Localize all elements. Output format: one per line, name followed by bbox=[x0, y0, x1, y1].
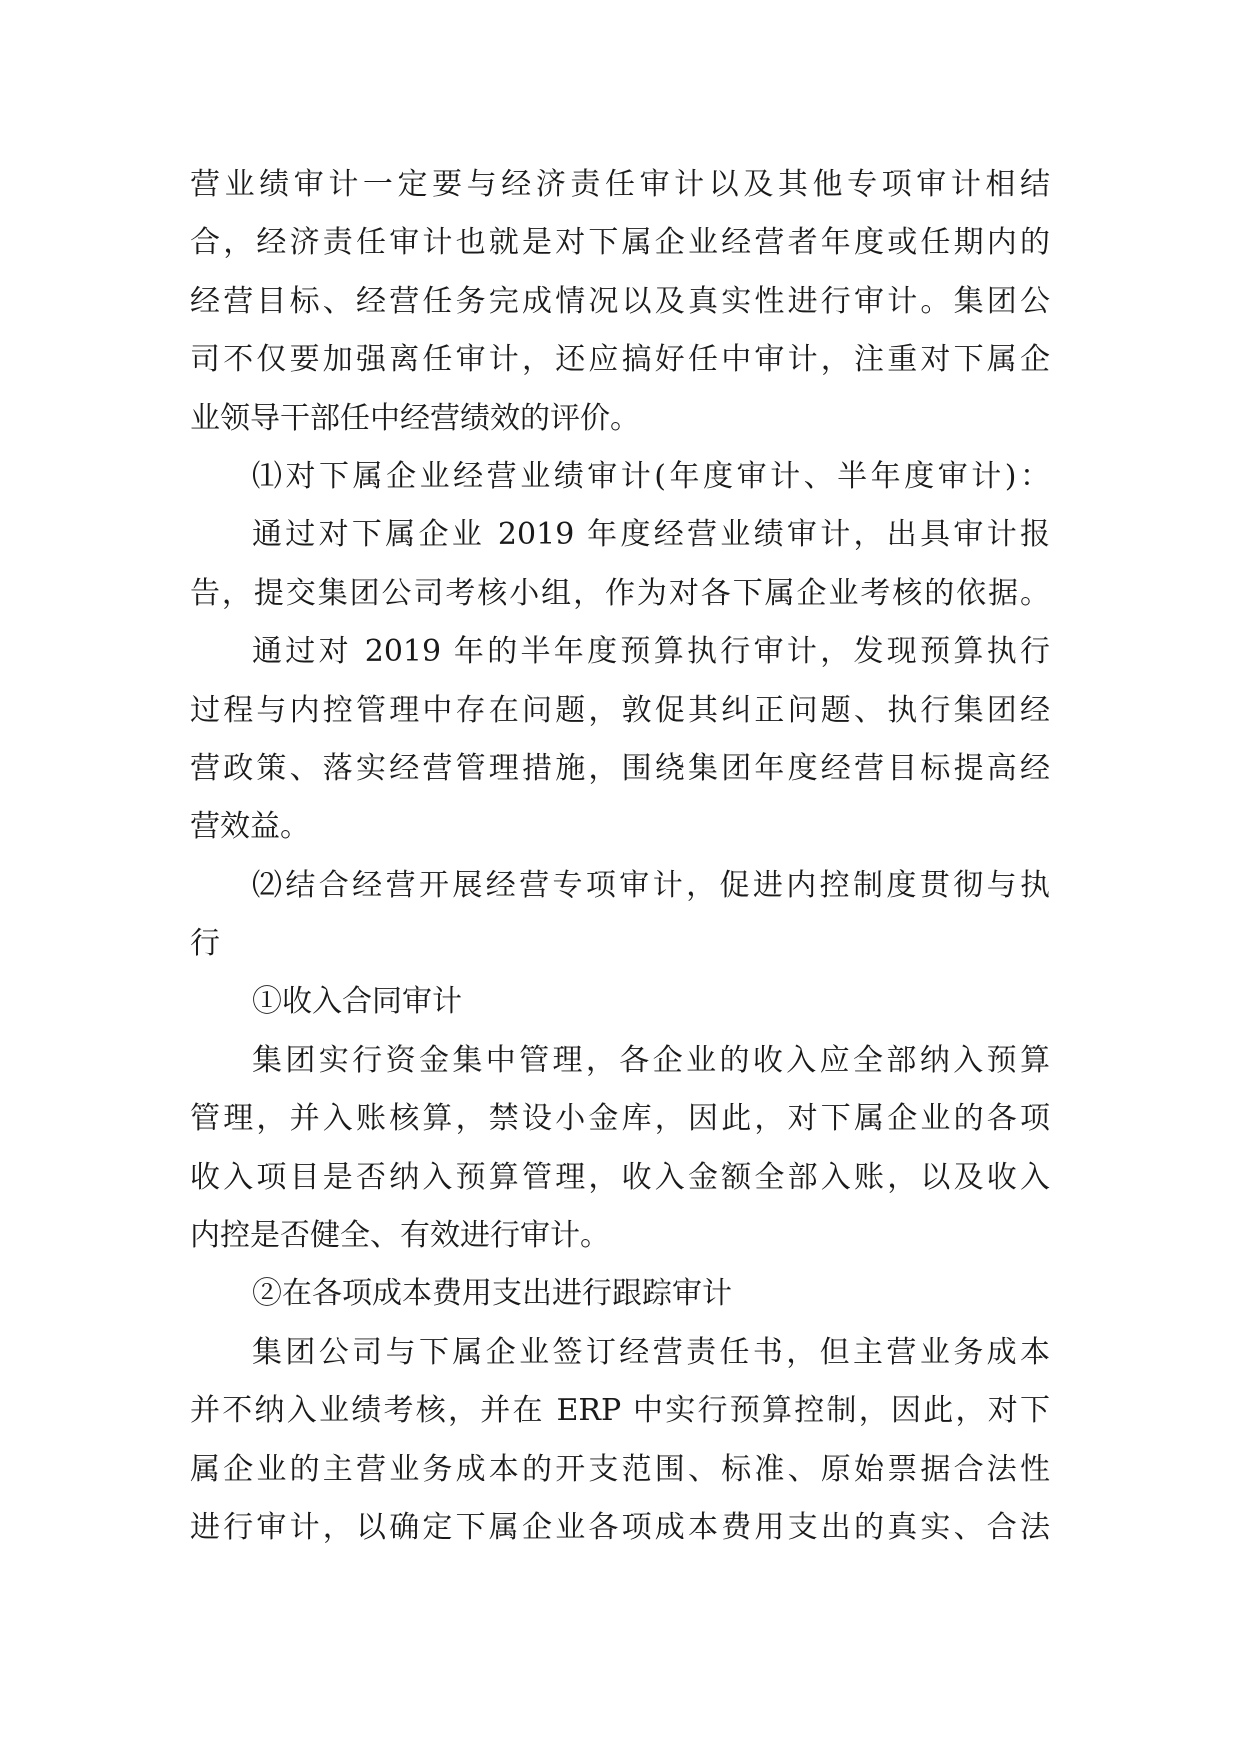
text-line: ⑵结合经营开展经营专项审计，促进内控制度贯彻与执 bbox=[252, 867, 1050, 903]
text-line: ②在各项成本费用支出进行跟踪审计 bbox=[252, 1276, 732, 1312]
text-line: 司不仅要加强离任审计，还应搞好任中审计，注重对下属企 bbox=[190, 342, 1050, 378]
text-line: 营政策、落实经营管理措施，围绕集团年度经营目标提高经 bbox=[190, 750, 1050, 786]
text-line: 营效益。 bbox=[190, 809, 310, 845]
text-line: 管理，并入账核算，禁设小金库，因此，对下属企业的各项 bbox=[190, 1101, 1050, 1137]
text-line: 并不纳入业绩考核，并在 ERP 中实行预算控制，因此，对下 bbox=[190, 1393, 1050, 1429]
text-line: 行 bbox=[190, 926, 220, 962]
text-line: 告，提交集团公司考核小组，作为对各下属企业考核的依据。 bbox=[190, 575, 1050, 611]
text-line: 集团实行资金集中管理，各企业的收入应全部纳入预算 bbox=[252, 1042, 1050, 1078]
text-line: 经营目标、经营任务完成情况以及真实性进行审计。集团公 bbox=[190, 283, 1050, 319]
text-line: 属企业的主营业务成本的开支范围、标准、原始票据合法性 bbox=[190, 1451, 1050, 1487]
text-line: 营业绩审计一定要与经济责任审计以及其他专项审计相结 bbox=[190, 167, 1050, 202]
text-line: 业领导干部任中经营绩效的评价。 bbox=[190, 400, 640, 436]
text-line: 收入项目是否纳入预算管理，收入金额全部入账，以及收入 bbox=[190, 1159, 1050, 1195]
text-line: 进行审计，以确定下属企业各项成本费用支出的真实、合法 bbox=[190, 1509, 1050, 1545]
text-line: 通过对 2019 年的半年度预算执行审计，发现预算执行 bbox=[252, 634, 1050, 670]
text-line: 合，经济责任审计也就是对下属企业经营者年度或任期内的 bbox=[190, 225, 1050, 261]
text-line: 过程与内控管理中存在问题，敦促其纠正问题、执行集团经 bbox=[190, 692, 1050, 728]
text-line: 内控是否健全、有效进行审计。 bbox=[190, 1218, 610, 1254]
text-line: 集团公司与下属企业签订经营责任书，但主营业务成本 bbox=[252, 1334, 1050, 1370]
text-line: 通过对下属企业 2019 年度经营业绩审计，出具审计报 bbox=[252, 517, 1050, 553]
text-line: ⑴对下属企业经营业绩审计(年度审计、半年度审计)： bbox=[252, 458, 1050, 494]
text-line: ①收入合同审计 bbox=[252, 984, 462, 1020]
body-text bbox=[190, 156, 1050, 1557]
